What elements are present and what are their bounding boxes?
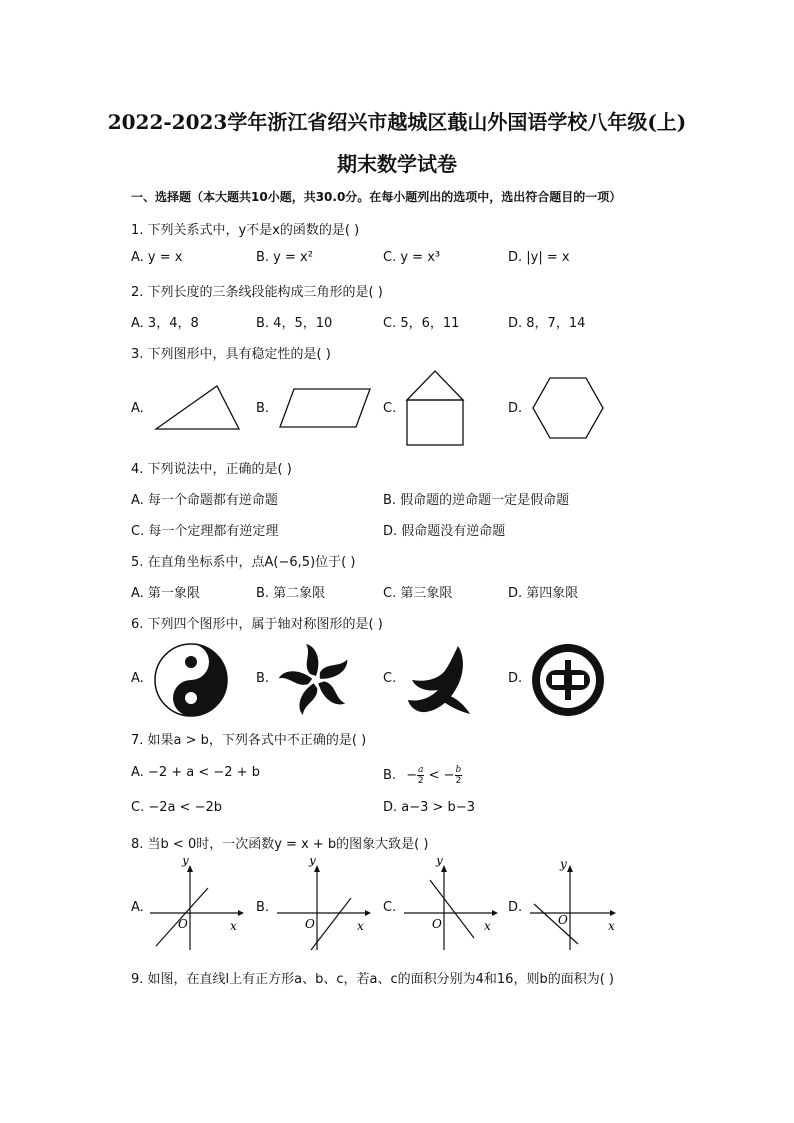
question-1-stem: 1. 下列关系式中，y不是x的函数的是( ) — [131, 223, 360, 238]
question-8-stem: 8. 当b < 0时，一次函数y = x + b的图象大致是( ) — [131, 837, 429, 852]
bird-logo-icon — [404, 642, 476, 718]
graph-a-y-label: y — [182, 858, 189, 867]
q7-option-b: B. − $\frac{a}{2}$ < − $\frac{b}{2}$ — [383, 765, 462, 786]
q1-option-c: C. y = x³ — [383, 250, 441, 265]
q3-letter-a: A. — [131, 401, 144, 416]
q3-letter-c: C. — [383, 401, 397, 416]
question-7-stem: 7. 如果a > b，下列各式中不正确的是( ) — [131, 733, 367, 748]
q2-option-a: A. 3，4，8 — [131, 316, 199, 331]
graph-c-x-label: x — [484, 919, 491, 933]
q7-option-b-letter: B. — [383, 768, 397, 783]
exam-title-line2: 期末数学试卷 — [337, 152, 457, 176]
graph-c-origin: O — [432, 917, 442, 931]
graph-option-c — [402, 858, 502, 953]
triangle-figure — [152, 380, 244, 434]
q6-letter-a: A. — [131, 671, 144, 686]
graph-c-y-label: y — [436, 858, 443, 867]
q7-option-d: D. a−3 > b−3 — [383, 800, 475, 815]
question-2-stem: 2. 下列长度的三条线段能构成三角形的是( ) — [131, 285, 383, 300]
question-3-stem: 3. 下列图形中，具有稳定性的是( ) — [131, 347, 331, 362]
section-header-choice: 一、选择题（本大题共10小题，共30.0分。在每小题列出的选项中，选出符合题目的一项） — [131, 190, 622, 204]
q2-option-c: C. 5，6，11 — [383, 316, 460, 331]
question-6-stem: 6. 下列四个图形中，属于轴对称图形的是( ) — [131, 617, 383, 632]
q1-option-d: D. |y| = x — [508, 250, 570, 265]
q5-option-b: B. 第二象限 — [256, 586, 326, 601]
q4-option-b: B. 假命题的逆命题一定是假命题 — [383, 493, 570, 508]
yin-yang-icon — [153, 642, 229, 718]
q1-option-b: B. y = x² — [256, 250, 313, 265]
q5-option-c: C. 第三象限 — [383, 586, 453, 601]
graph-option-d — [528, 858, 628, 953]
q7-option-c: C. −2a < −2b — [131, 800, 223, 815]
graph-b-x-label: x — [357, 919, 364, 933]
graph-a-x-label: x — [230, 919, 237, 933]
q3-letter-b: B. — [256, 401, 270, 416]
hexagon-figure — [530, 375, 606, 441]
q1-option-a: A. y = x — [131, 250, 183, 265]
parallelogram-figure — [278, 385, 374, 431]
q8-letter-c: C. — [383, 900, 397, 915]
graph-option-b — [275, 858, 375, 953]
graph-d-y-label: y — [560, 858, 567, 871]
q3-letter-d: D. — [508, 401, 523, 416]
q6-letter-d: D. — [508, 671, 523, 686]
q7-option-a: A. −2 + a < −2 + b — [131, 765, 260, 780]
exam-title-line1: 2022-2023学年浙江省绍兴市越城区蕺山外国语学校八年级(上) — [107, 110, 687, 134]
q6-letter-c: C. — [383, 671, 397, 686]
q4-option-c: C. 每一个定理都有逆定理 — [131, 524, 279, 539]
house-shape-figure — [402, 368, 468, 450]
q2-option-b: B. 4，5，10 — [256, 316, 333, 331]
graph-option-a — [148, 858, 248, 953]
graph-b-y-label: y — [309, 858, 316, 867]
graph-d-origin: O — [558, 913, 568, 927]
q4-option-d: D. 假命题没有逆命题 — [383, 524, 506, 539]
question-5-stem: 5. 在直角坐标系中，点A(−6,5)位于( ) — [131, 555, 356, 570]
q4-option-a: A. 每一个命题都有逆命题 — [131, 493, 278, 508]
q6-letter-b: B. — [256, 671, 270, 686]
q8-letter-a: A. — [131, 900, 144, 915]
question-9-stem: 9. 如图，在直线l上有正方形a、b、c，若a、c的面积分别为4和16，则b的面积为( ) — [131, 972, 614, 987]
graph-a-origin: O — [178, 917, 188, 931]
graph-b-origin: O — [305, 917, 315, 931]
question-4-stem: 4. 下列说法中，正确的是( ) — [131, 462, 292, 477]
q8-letter-b: B. — [256, 900, 270, 915]
q2-option-d: D. 8，7，14 — [508, 316, 586, 331]
round-emblem-icon — [530, 642, 606, 718]
q5-option-a: A. 第一象限 — [131, 586, 200, 601]
bauhinia-flower-icon — [278, 642, 354, 718]
q8-letter-d: D. — [508, 900, 523, 915]
q5-option-d: D. 第四象限 — [508, 586, 579, 601]
graph-d-x-label: x — [608, 919, 615, 933]
